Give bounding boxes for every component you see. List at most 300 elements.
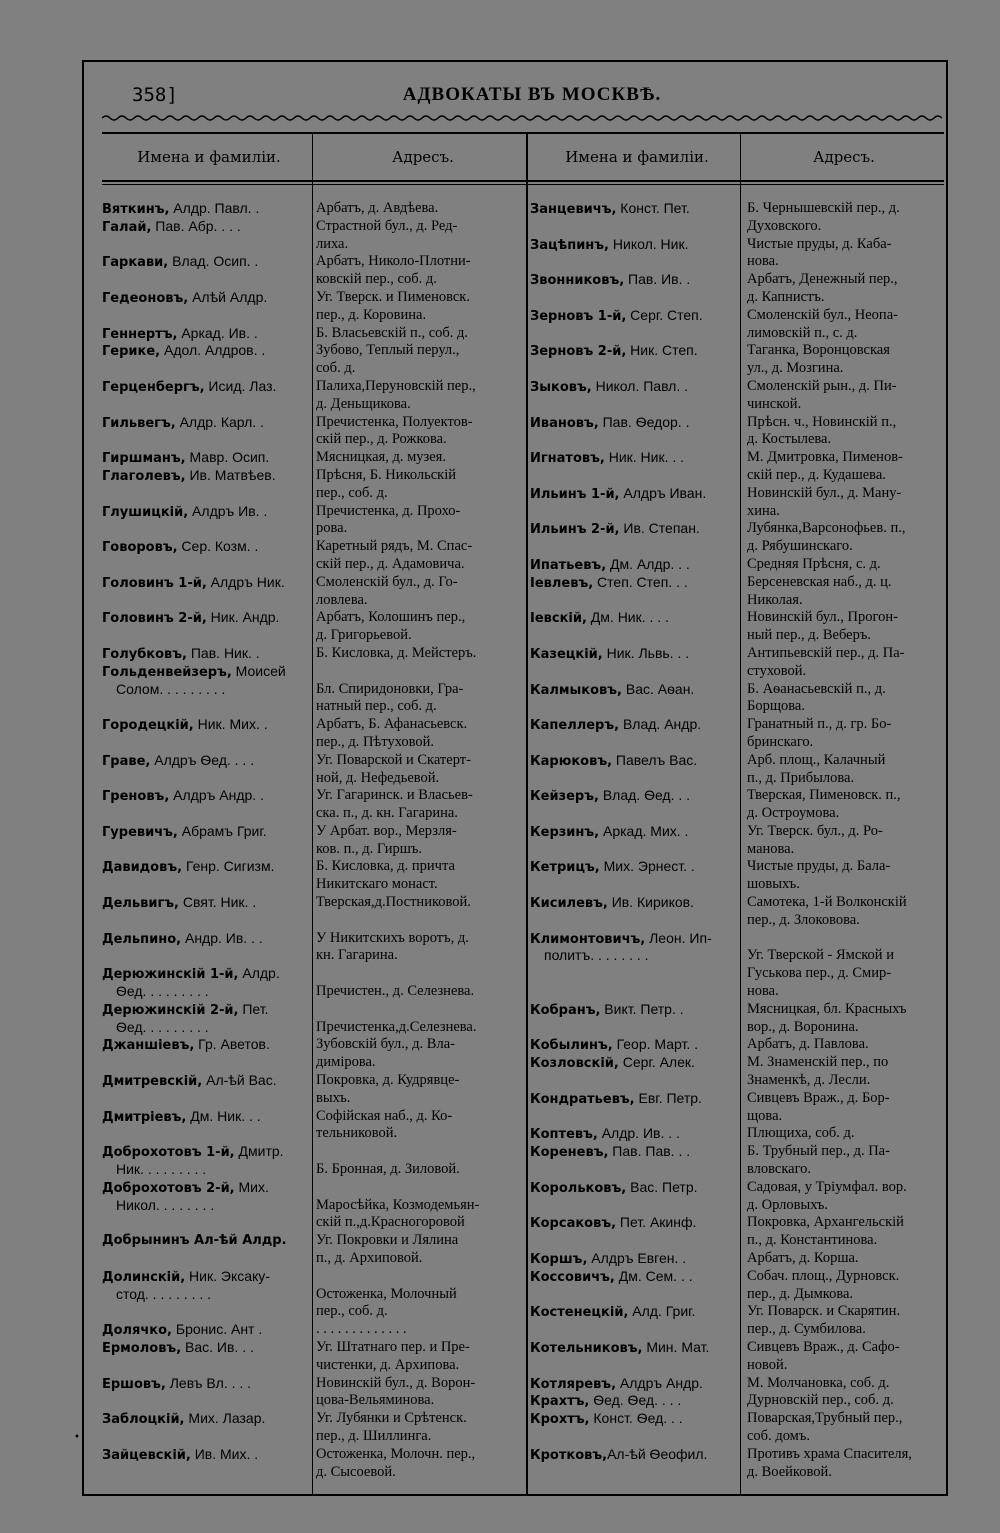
address-cell: Зубовскій бул., д. Вла- xyxy=(316,1036,455,1053)
address-cell: Берсеневская наб., д. ц. xyxy=(747,573,892,590)
address-cell: Уг. Поварск. и Скарятин. xyxy=(747,1303,901,1320)
column-header-names-left: Имена и фамиліи. xyxy=(137,148,281,166)
table-row xyxy=(102,823,944,841)
name-cell: Гуревичъ, Абрамъ Григ. xyxy=(102,822,267,840)
name-cell: Казецкій, Ник. Львь. . . xyxy=(530,644,690,662)
address-cell: стуховой. xyxy=(747,662,807,679)
name-cell: Долячко, Бронис. Ант . xyxy=(102,1321,263,1339)
name-cell: Добрынинъ Ал-ѣй Алдр. xyxy=(102,1233,287,1249)
table-row xyxy=(102,965,944,983)
name-cell: Дельвигъ, Свят. Ник. . xyxy=(102,894,257,912)
address-cell: Пречистен., д. Селезнева. xyxy=(316,983,475,1000)
address-cell: Маросѣйка, Козмодемьян- xyxy=(316,1196,480,1213)
address-cell: Противъ храма Спасителя, xyxy=(747,1445,912,1462)
name-cell: Климонтовичъ, Леон. Ип- xyxy=(530,929,712,947)
name-cell: Кобылинъ, Геор. Март. . xyxy=(530,1036,699,1054)
address-cell: Арбатъ, д. Корша. xyxy=(747,1250,859,1267)
name-cell: политъ. . . . . . . . xyxy=(544,947,649,964)
address-cell: Никитскаго монаст. xyxy=(316,876,438,893)
address-cell: Сивцевъ Враж., д. Бор- xyxy=(747,1089,890,1106)
table-row xyxy=(102,342,944,360)
name-cell: стод. . . . . . . . . xyxy=(116,1285,212,1302)
lawyers-table xyxy=(102,200,944,1481)
name-cell: Говоровъ, Сер. Козм. . xyxy=(102,538,259,556)
address-cell: Садовая, у Тріумфал. вор. xyxy=(747,1178,907,1195)
name-cell: Гаркави, Влад. Осип. . xyxy=(102,253,259,271)
name-cell: Греновъ, Алдръ Андр. . xyxy=(102,787,264,805)
name-cell: Корольковъ, Вас. Петр. xyxy=(530,1178,698,1196)
address-cell: Смоленскій бул., Неопа- xyxy=(747,306,898,323)
address-cell: Б. Трубный пер., д. Па- xyxy=(747,1143,890,1160)
address-cell: д. Костылева. xyxy=(747,431,832,448)
table-row xyxy=(102,1108,944,1126)
address-cell: д. Григорьевой. xyxy=(316,627,412,644)
address-cell: Арбатъ, д. Павлова. xyxy=(747,1036,869,1053)
address-cell: нова. xyxy=(747,983,779,1000)
address-cell: соб. домъ. xyxy=(747,1427,810,1444)
table-row xyxy=(102,414,944,432)
address-cell: лимовскій п., с. д. xyxy=(747,324,858,341)
table-row xyxy=(102,663,944,681)
address-cell: тельниковой. xyxy=(316,1125,398,1142)
address-cell: Собач. площ., Дурновск. xyxy=(747,1267,900,1284)
table-row xyxy=(102,1250,944,1268)
table-row xyxy=(102,1428,944,1446)
name-cell: Головинъ 1-й, Алдръ Ник. xyxy=(102,573,285,591)
name-cell: Котляревъ, Алдръ Андр. xyxy=(530,1374,703,1392)
margin-dot: • xyxy=(74,1432,80,1443)
name-cell: Іевлевъ, Степ. Степ. . . xyxy=(530,573,688,591)
table-row xyxy=(102,894,944,912)
address-cell: д. Рябушинскаго. xyxy=(747,538,853,555)
name-cell: Кондратьевъ, Евг. Петр. xyxy=(530,1089,702,1107)
address-cell: Прѣсн. ч., Новинскій п., xyxy=(747,413,897,430)
address-cell: Пречистенка,д.Селезнева. xyxy=(316,1018,477,1035)
table-row xyxy=(102,503,944,521)
name-cell: Кобранъ, Викт. Петр. . xyxy=(530,1000,684,1018)
address-cell: . . . . . . . . . . . . . xyxy=(316,1321,407,1338)
name-cell: Ѳед. . . . . . . . . xyxy=(116,983,209,1000)
table-row xyxy=(102,1232,944,1250)
table-row xyxy=(102,770,944,788)
address-cell: п., д. Прибылова. xyxy=(747,769,855,786)
name-cell: Долинскій, Ник. Эксаку- xyxy=(102,1267,270,1285)
address-cell: Тверская, Пименовск. п., xyxy=(747,787,901,804)
address-cell: М. Молчановка, соб. д. xyxy=(747,1374,890,1391)
address-cell: ной, д. Нефедьевой. xyxy=(316,769,440,786)
address-cell: вловскаго. xyxy=(747,1161,812,1178)
table-row xyxy=(102,876,944,894)
name-cell: Герценбергъ, Исид. Лаз. xyxy=(102,377,277,395)
address-cell: кн. Гагарина. xyxy=(316,947,398,964)
name-cell: Гольденвейзеръ, Моисей xyxy=(102,662,286,680)
address-cell: Гранатный п., д. гр. Бо- xyxy=(747,716,892,733)
address-cell: Поварская,Трубный пер., xyxy=(747,1410,903,1427)
name-cell: Карюковъ, Павелъ Вас. xyxy=(530,751,698,769)
table-row xyxy=(102,1214,944,1232)
table-row xyxy=(102,734,944,752)
table-row xyxy=(102,1072,944,1090)
address-cell: пер., соб. д. xyxy=(316,1303,388,1320)
name-cell: Геннертъ, Аркад. Ив. . xyxy=(102,324,258,342)
address-cell: пер., д. Пѣтуховой. xyxy=(316,733,435,750)
table-row xyxy=(102,431,944,449)
name-cell: Зыковъ, Никол. Павл. . xyxy=(530,377,689,395)
address-cell: Б. Кисловка, д. причта xyxy=(316,858,455,875)
table-row xyxy=(102,645,944,663)
table-row xyxy=(102,1019,944,1037)
table-row xyxy=(102,520,944,538)
address-cell: Уг. Тверск. бул., д. Ро- xyxy=(747,822,883,839)
name-cell: Корсаковъ, Пет. Акинф. xyxy=(530,1214,697,1232)
name-cell: Гильвегъ, Алдр. Карл. . xyxy=(102,413,264,431)
table-row xyxy=(102,947,944,965)
table-row xyxy=(102,1090,944,1108)
table-row xyxy=(102,609,944,627)
address-cell: димірова. xyxy=(316,1054,376,1071)
table-row xyxy=(102,930,944,948)
address-cell: Борщова. xyxy=(747,698,805,715)
address-cell: Арбатъ, д. Авдѣева. xyxy=(316,200,439,216)
name-cell: Вяткинъ, Алдр. Павл. . xyxy=(102,200,260,217)
address-cell: Б. Кисловка, д. Мейстеръ. xyxy=(316,644,477,661)
name-cell: Дельпино, Андр. Ив. . . xyxy=(102,929,263,947)
address-cell: Страстной бул., д. Ред- xyxy=(316,217,458,234)
column-headers xyxy=(102,134,944,182)
name-cell: Гиршманъ, Мавр. Осип. xyxy=(102,449,270,467)
name-cell: Ильинъ 1-й, Алдръ Иван. xyxy=(530,484,707,502)
address-cell: п., д. Константинова. xyxy=(747,1232,878,1249)
name-cell: Зерновъ 2-й, Ник. Степ. xyxy=(530,342,698,360)
table-row xyxy=(102,912,944,930)
address-cell: лиха. xyxy=(316,235,349,252)
table-row xyxy=(102,1321,944,1339)
table-row xyxy=(102,1286,944,1304)
table-row xyxy=(102,698,944,716)
table-row xyxy=(102,627,944,645)
page-title: АДВОКАТЫ ВЪ МОСКВѢ. xyxy=(402,84,662,105)
table-row xyxy=(102,1303,944,1321)
address-cell: Гуськова пер., д. Смир- xyxy=(747,965,892,982)
address-cell: скій пер., д. Кудашева. xyxy=(747,466,886,483)
address-cell: нова. xyxy=(747,253,779,270)
address-cell: Самотека, 1-й Волконскій xyxy=(747,894,907,911)
address-cell: пер., д. Коровина. xyxy=(316,306,427,323)
address-cell: пер., д. Злоковова. xyxy=(747,911,860,928)
address-cell: скій пер., д. Рожкова. xyxy=(316,431,447,448)
address-cell: Уг. Поварской и Скатерт- xyxy=(316,751,471,768)
name-cell: Калмыковъ, Вас. Аѳан. xyxy=(530,680,695,698)
table-row xyxy=(102,1143,944,1161)
address-cell: Пречистенка, д. Прохо- xyxy=(316,502,461,519)
address-cell: цова-Вельяминова. xyxy=(316,1392,435,1409)
address-cell: М. Дмитровка, Пименов- xyxy=(747,449,903,466)
address-cell: Арбатъ, Б. Афанасьевск. xyxy=(316,716,468,733)
table-row xyxy=(102,752,944,770)
address-cell: бринскаго. xyxy=(747,733,814,750)
name-cell: Доброхотовъ 2-й, Мих. xyxy=(102,1178,269,1196)
name-cell: Кисилевъ, Ив. Кириков. xyxy=(530,894,694,912)
name-cell: Дмитревскій, Ал-ѣй Вас. xyxy=(102,1072,277,1090)
table-row xyxy=(102,1392,944,1410)
address-cell: Знаменкѣ, д. Лесли. xyxy=(747,1072,871,1089)
table-row xyxy=(102,858,944,876)
name-cell: Зацѣпинъ, Никол. Ник. xyxy=(530,235,689,253)
address-cell: д. Сысоевой. xyxy=(316,1463,396,1480)
name-cell: Давидовъ, Генр. Сигизм. xyxy=(102,858,275,876)
address-cell: рова. xyxy=(316,520,348,537)
page-header xyxy=(132,84,932,114)
document-page xyxy=(82,60,948,1496)
address-cell: Смоленскій рын., д. Пи- xyxy=(747,377,897,394)
address-cell: Дурновскій пер., соб. д. xyxy=(747,1392,894,1409)
address-cell: Бл. Спиридоновки, Гра- xyxy=(316,680,464,697)
table-row xyxy=(102,378,944,396)
address-cell: шовыхъ. xyxy=(747,876,800,893)
address-cell: скій пер., д. Адамовича. xyxy=(316,555,465,572)
address-cell: Новинскій бул., Прогон- xyxy=(747,609,898,626)
address-cell: д. Капнистъ. xyxy=(747,288,825,305)
address-cell: Б. Власьевскій п., соб. д. xyxy=(316,324,469,341)
name-cell: Дерюжинскій 1-й, Алдр. xyxy=(102,965,280,983)
address-cell: Новинскій бул., д. Ворон- xyxy=(316,1374,476,1391)
name-cell: Глушицкій, Алдръ Ив. . xyxy=(102,502,268,520)
name-cell: Кореневъ, Пав. Пав. . . xyxy=(530,1143,691,1161)
name-cell: Занцевичъ, Конст. Пет. xyxy=(530,200,690,217)
address-cell: Уг. Тверск. и Пименовск. xyxy=(316,288,470,305)
name-cell: Зерновъ 1-й, Серг. Степ. xyxy=(530,306,703,324)
name-cell: Ѳед. . . . . . . . . xyxy=(116,1018,209,1035)
address-cell: Каретный рядъ, М. Спас- xyxy=(316,538,473,555)
table-row xyxy=(102,218,944,236)
name-cell: Крахтъ, Ѳед. Ѳед. . . . xyxy=(530,1392,682,1410)
table-row xyxy=(102,253,944,271)
name-cell: Коптевъ, Алдр. Ив. . . xyxy=(530,1125,680,1143)
table-row xyxy=(102,574,944,592)
column-header-rule xyxy=(102,184,944,185)
name-cell: Доброхотовъ 1-й, Дмитр. xyxy=(102,1143,284,1161)
address-cell: д. Остроумова. xyxy=(747,805,840,822)
table-row xyxy=(102,1464,944,1482)
address-cell: Б. Бронная, д. Зиловой. xyxy=(316,1161,460,1178)
address-cell: щова. xyxy=(747,1107,783,1124)
table-row xyxy=(102,983,944,1001)
table-row xyxy=(102,681,944,699)
address-cell: Палиха,Перуновскій пер., xyxy=(316,377,476,394)
address-cell: хина. xyxy=(747,502,780,519)
address-cell: Новинскій бул., д. Ману- xyxy=(747,484,902,501)
address-cell: манова. xyxy=(747,840,795,857)
address-cell: Уг. Покровки и Лялина xyxy=(316,1232,459,1249)
address-cell: Софійская наб., д. Ко- xyxy=(316,1107,453,1124)
name-cell: Ивановъ, Пав. Ѳедор. . xyxy=(530,413,690,431)
name-cell: Дерюжинскій 2-й, Пет. xyxy=(102,1000,269,1018)
address-cell: Чистые пруды, д. Каба- xyxy=(747,235,892,252)
name-cell: Никол. . . . . . . . xyxy=(116,1196,215,1213)
name-cell: Іевскій, Дм. Ник. . . . xyxy=(530,609,669,627)
name-cell: Джаншіевъ, Гр. Аветов. xyxy=(102,1036,270,1054)
address-cell: ковскій пер., соб. д. xyxy=(316,271,437,288)
address-cell: Пречистенка, Полуектов- xyxy=(316,413,473,430)
address-cell: У Арбат. вор., Мерзля- xyxy=(316,822,457,839)
address-cell: Плющиха, соб. д. xyxy=(747,1125,855,1142)
address-cell: Мясницкая, д. музея. xyxy=(316,449,446,466)
name-cell: Головинъ 2-й, Ник. Андр. xyxy=(102,609,280,627)
table-row xyxy=(102,200,944,218)
name-cell: Звонниковъ, Пав. Ив. . xyxy=(530,271,691,289)
name-cell: Ермоловъ, Вас. Ив. . . xyxy=(102,1339,254,1356)
table-row xyxy=(102,556,944,574)
address-cell: Арб. площ., Калачный xyxy=(747,751,886,768)
name-cell: Игнатовъ, Ник. Ник. . . xyxy=(530,449,685,467)
table-row xyxy=(102,396,944,414)
name-cell: Солом. . . . . . . . . xyxy=(116,680,226,697)
address-cell: Арбатъ, Николо-Плотни- xyxy=(316,253,471,270)
address-cell: пер., д. Дымкова. xyxy=(747,1285,854,1302)
address-cell: д. Орловыхъ. xyxy=(747,1196,829,1213)
address-cell: Арбатъ, Денежный пер., xyxy=(747,271,898,288)
address-cell: Лубянка,Варсонофьев. п., xyxy=(747,520,906,537)
address-cell: новой. xyxy=(747,1356,788,1373)
name-cell: Заблоцкій, Мих. Лазар. xyxy=(102,1410,266,1428)
table-row xyxy=(102,1001,944,1019)
table-row xyxy=(102,236,944,254)
column-header-address-left: Адресъ. xyxy=(392,148,454,166)
name-cell: Глаголевъ, Ив. Матвѣев. xyxy=(102,466,276,484)
address-cell: Уг. Лубянки и Срѣтенск. xyxy=(316,1410,467,1427)
name-cell: Ершовъ, Левъ Вл. . . . xyxy=(102,1374,252,1392)
address-cell: Николая. xyxy=(747,591,803,608)
table-row xyxy=(102,1375,944,1393)
table-row xyxy=(102,1161,944,1179)
name-cell: Капеллеръ, Влад. Андр. xyxy=(530,716,702,734)
address-cell: пер., д. Сумбилова. xyxy=(747,1321,866,1338)
table-row xyxy=(102,325,944,343)
address-cell: Смоленскій бул., д. Го- xyxy=(316,573,458,590)
column-header-address-right: Адресъ. xyxy=(813,148,875,166)
address-cell: выхъ. xyxy=(316,1089,351,1106)
address-cell: чистенки, д. Архипова. xyxy=(316,1356,460,1373)
name-cell: Коссовичъ, Дм. Сем. . . xyxy=(530,1267,693,1285)
page-number: 358] xyxy=(132,84,178,106)
table-row xyxy=(102,289,944,307)
name-cell: Городецкій, Ник. Мих. . xyxy=(102,716,268,734)
name-cell: Герике, Адол. Алдров. . xyxy=(102,342,266,360)
address-cell: Б. Чернышевскій пер., д. xyxy=(747,200,900,216)
address-cell: М. Знаменскій пер., по xyxy=(747,1054,889,1071)
name-cell: Котельниковъ, Мин. Мат. xyxy=(530,1339,710,1356)
address-cell: ный пер., д. Веберъ. xyxy=(747,627,871,644)
column-header-names-right: Имена и фамиліи. xyxy=(565,148,709,166)
name-cell: Крохтъ, Конст. Ѳед. . . xyxy=(530,1410,683,1428)
address-cell: Уг. Тверской - Ямской и xyxy=(747,947,894,964)
address-cell: Зубово, Теплый перул., xyxy=(316,342,460,359)
address-cell: Уг. Гагаринск. и Власьев- xyxy=(316,787,473,804)
table-row xyxy=(102,592,944,610)
address-cell: д. Воейковой. xyxy=(747,1463,832,1480)
table-row xyxy=(102,1410,944,1428)
address-cell: Средняя Прѣсня, с. д. xyxy=(747,555,881,572)
name-cell: Коршъ, Алдръ Евген. . xyxy=(530,1250,687,1268)
address-cell: ков. п., д. Гиршъ. xyxy=(316,840,423,857)
table-row xyxy=(102,307,944,325)
address-cell: пер., соб. д. xyxy=(316,484,388,501)
table-row xyxy=(102,1197,944,1215)
decorative-wave-rule xyxy=(102,112,942,124)
name-cell: Керзинъ, Аркад. Мих. . xyxy=(530,822,689,840)
address-cell: Антипьевскій пер., д. Па- xyxy=(747,644,905,661)
table-row xyxy=(102,485,944,503)
address-cell: Покровка, д. Кудрявце- xyxy=(316,1072,460,1089)
address-cell: ул., д. Мозгина. xyxy=(747,360,844,377)
name-cell: Голубковъ, Пав. Ник. . xyxy=(102,644,260,662)
name-cell: Дмитріевъ, Дм. Ник. . . xyxy=(102,1107,261,1125)
table-row xyxy=(102,1125,944,1143)
address-cell: Б. Аѳанасьевскій п., д. xyxy=(747,680,886,697)
table-row xyxy=(102,1339,944,1357)
name-cell: Ипатьевъ, Дм. Алдр. . . xyxy=(530,555,690,573)
address-cell: Духовского. xyxy=(747,217,822,234)
name-cell: Кетрицъ, Мих. Эрнест. . xyxy=(530,858,695,876)
address-cell: ска. п., д. кн. Гагарина. xyxy=(316,805,458,822)
table-row xyxy=(102,449,944,467)
name-cell: Гедеоновъ, Алѣй Алдр. xyxy=(102,288,268,306)
address-cell: Уг. Штатнаго пер. и Пре- xyxy=(316,1339,470,1355)
address-cell: д. Деньщикова. xyxy=(316,395,411,412)
table-row xyxy=(102,1357,944,1375)
table-row xyxy=(102,1036,944,1054)
address-cell: пер., д. Шиллинга. xyxy=(316,1427,432,1444)
name-cell: Галай, Пав. Абр. . . . xyxy=(102,217,241,235)
table-row xyxy=(102,538,944,556)
address-cell: Мясницкая, бл. Красныхъ xyxy=(747,1000,907,1017)
address-cell: Таганка, Воронцовская xyxy=(747,342,890,359)
name-cell: Ник. . . . . . . . . xyxy=(116,1161,207,1178)
address-cell: Сивцевъ Враж., д. Сафо- xyxy=(747,1339,900,1355)
address-cell: чинской. xyxy=(747,395,802,412)
address-cell: скій п.,д.Красногоровой xyxy=(316,1214,465,1231)
table-row xyxy=(102,467,944,485)
address-cell: п., д. Архиповой. xyxy=(316,1250,423,1267)
name-cell: Кротковъ,Ал-ѣй Ѳеофил. xyxy=(530,1445,708,1463)
table-row xyxy=(102,716,944,734)
address-cell: Тверская,д.Постниковой. xyxy=(316,894,471,911)
table-row xyxy=(102,841,944,859)
address-cell: натный пер., соб. д. xyxy=(316,698,437,715)
table-row xyxy=(102,271,944,289)
address-cell: вор., д. Воронина. xyxy=(747,1018,859,1035)
name-cell: Костенецкій, Алд. Григ. xyxy=(530,1303,696,1321)
name-cell: Кейзеръ, Влад. Ѳед. . . xyxy=(530,787,691,805)
table-row xyxy=(102,360,944,378)
name-cell: Ильинъ 2-й, Ив. Степан. xyxy=(530,520,700,538)
address-cell: Прѣсня, Б. Никольскій xyxy=(316,466,457,483)
address-cell: Чистые пруды, д. Бала- xyxy=(747,858,891,875)
table-row xyxy=(102,1054,944,1072)
name-cell: Зайцевскій, Ив. Мих. . xyxy=(102,1445,259,1463)
address-cell: Покровка, Архангельскій xyxy=(747,1214,904,1231)
table-row xyxy=(102,1179,944,1197)
address-cell: Остоженка, Молочн. пер., xyxy=(316,1445,476,1462)
address-cell: У Никитскихъ воротъ, д. xyxy=(316,929,469,946)
table-row xyxy=(102,805,944,823)
name-cell: Козловскій, Серг. Алек. xyxy=(530,1054,695,1072)
address-cell: соб. д. xyxy=(316,360,356,377)
address-cell: ловлева. xyxy=(316,591,368,608)
table-row xyxy=(102,1446,944,1464)
name-cell: Граве, Алдръ Ѳед. . . . xyxy=(102,751,255,769)
address-cell: Остоженка, Молочный xyxy=(316,1285,457,1302)
